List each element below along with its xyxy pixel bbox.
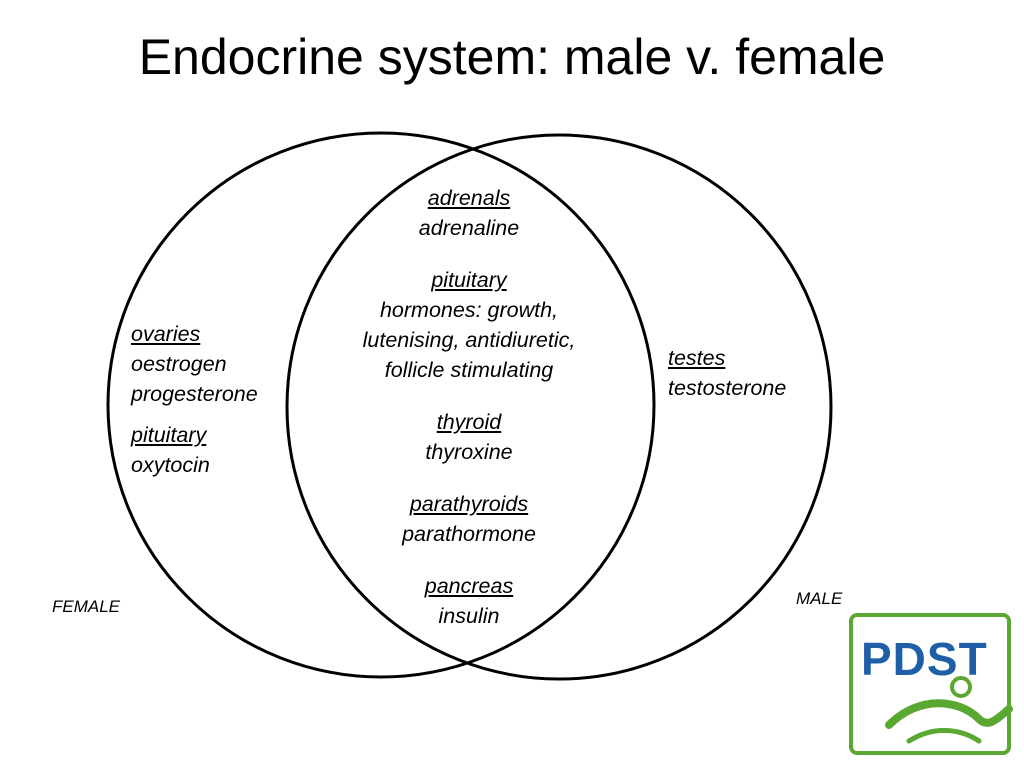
page-title: Endocrine system: male v. female	[138, 29, 886, 85]
gland-label: thyroid	[436, 410, 502, 434]
hormone-label: thyroxine	[425, 440, 513, 464]
shared-group	[319, 183, 619, 631]
gland-label: adrenals	[427, 186, 511, 210]
hormone-label: testosterone	[668, 376, 787, 400]
gland-label: ovaries	[131, 322, 201, 346]
hormone-label: oestrogen	[131, 352, 227, 376]
hormone-label: adrenaline	[418, 216, 520, 240]
gland-label: pituitary	[431, 268, 507, 292]
gland-label: testes	[668, 346, 726, 370]
hormone-label: follicle stimulating	[384, 358, 554, 382]
logo-text: PDST	[861, 633, 988, 685]
hormone-label: parathormone	[402, 522, 536, 546]
gland-label: pituitary	[131, 423, 207, 447]
pdst-logo	[849, 613, 1014, 758]
gland-label: pancreas	[424, 574, 514, 598]
gland-label: parathyroids	[409, 492, 529, 516]
male-only-group	[668, 343, 786, 403]
female-only-group	[131, 319, 258, 480]
hormone-label: progesterone	[131, 382, 258, 406]
hormone-label: hormones: growth,	[379, 298, 559, 322]
hormone-label: oxytocin	[131, 453, 210, 477]
male-label: MALE	[796, 589, 843, 608]
hormone-label: insulin	[438, 604, 500, 628]
female-label: FEMALE	[52, 597, 121, 616]
hormone-label: lutenising, antidiuretic,	[362, 328, 576, 352]
